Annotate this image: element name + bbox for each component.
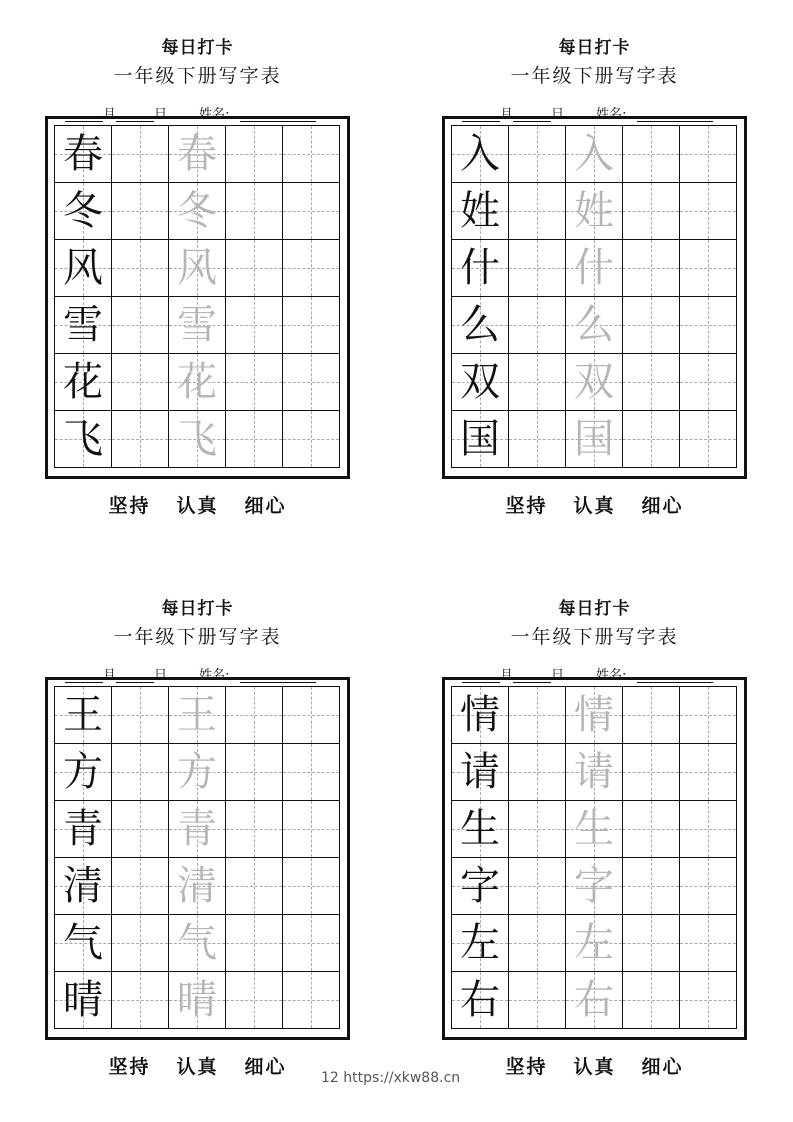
writing-cell[interactable] bbox=[112, 354, 169, 411]
writing-cell[interactable] bbox=[55, 297, 112, 354]
writing-cell[interactable] bbox=[283, 297, 340, 354]
writing-cell[interactable] bbox=[112, 744, 169, 801]
writing-cell[interactable] bbox=[226, 240, 283, 297]
trace-character: 国 bbox=[574, 416, 614, 462]
motto-word: 认真 bbox=[176, 1056, 219, 1078]
grid-row bbox=[452, 411, 737, 468]
writing-cell[interactable] bbox=[112, 687, 169, 744]
writing-cell[interactable] bbox=[680, 744, 737, 801]
model-character: 清 bbox=[63, 863, 103, 909]
card-title: 每日打卡 bbox=[558, 599, 631, 619]
writing-cell[interactable] bbox=[452, 354, 509, 411]
trace-character: 青 bbox=[177, 806, 217, 852]
name-label: 姓名: bbox=[199, 668, 230, 683]
writing-cell[interactable] bbox=[169, 411, 226, 468]
writing-cell[interactable] bbox=[566, 801, 623, 858]
writing-cell[interactable] bbox=[566, 126, 623, 183]
model-character: 晴 bbox=[63, 977, 103, 1023]
writing-cell[interactable] bbox=[112, 801, 169, 858]
writing-cell[interactable] bbox=[680, 240, 737, 297]
writing-cell[interactable] bbox=[112, 297, 169, 354]
trace-character: 字 bbox=[574, 863, 614, 909]
footer-url: https://xkw88.cn bbox=[343, 1070, 461, 1086]
model-character: 姓 bbox=[460, 188, 500, 234]
writing-cell[interactable] bbox=[283, 687, 340, 744]
writing-cell[interactable] bbox=[226, 858, 283, 915]
writing-cell[interactable] bbox=[55, 240, 112, 297]
writing-cell[interactable] bbox=[452, 411, 509, 468]
grid-row bbox=[55, 240, 340, 297]
card-subtitle: 一年级下册写字表 bbox=[113, 65, 282, 87]
writing-cell[interactable] bbox=[283, 411, 340, 468]
day-label: 日 bbox=[154, 668, 168, 683]
grid-row bbox=[452, 354, 737, 411]
writing-cell[interactable] bbox=[283, 240, 340, 297]
writing-cell[interactable] bbox=[55, 858, 112, 915]
card-title: 每日打卡 bbox=[161, 599, 234, 619]
writing-cell[interactable] bbox=[55, 411, 112, 468]
day-label: 日 bbox=[551, 107, 565, 122]
writing-cell[interactable] bbox=[566, 183, 623, 240]
writing-cell[interactable] bbox=[680, 687, 737, 744]
writing-cell[interactable] bbox=[509, 915, 566, 972]
day-label: 日 bbox=[551, 668, 565, 683]
writing-cell[interactable] bbox=[283, 801, 340, 858]
writing-cell[interactable] bbox=[509, 687, 566, 744]
grid-row bbox=[452, 858, 737, 915]
writing-cell[interactable] bbox=[623, 126, 680, 183]
writing-cell[interactable] bbox=[680, 183, 737, 240]
model-character: 花 bbox=[63, 359, 103, 405]
motto-word: 细心 bbox=[244, 1056, 287, 1078]
writing-cell[interactable] bbox=[452, 801, 509, 858]
writing-cell[interactable] bbox=[509, 297, 566, 354]
writing-cell[interactable] bbox=[169, 915, 226, 972]
grid-row bbox=[452, 801, 737, 858]
writing-cell[interactable] bbox=[452, 915, 509, 972]
writing-cell[interactable] bbox=[283, 744, 340, 801]
writing-cell[interactable] bbox=[169, 972, 226, 1029]
writing-cell[interactable] bbox=[509, 972, 566, 1029]
grid-row bbox=[55, 744, 340, 801]
writing-cell[interactable] bbox=[623, 297, 680, 354]
writing-cell[interactable] bbox=[169, 183, 226, 240]
grid-row bbox=[452, 687, 737, 744]
trace-character: 方 bbox=[177, 749, 217, 795]
writing-cell[interactable] bbox=[623, 915, 680, 972]
trace-character: 花 bbox=[177, 359, 217, 405]
month-label: 月 bbox=[500, 668, 514, 683]
model-character: 雪 bbox=[63, 302, 103, 348]
grid-row bbox=[452, 972, 737, 1029]
writing-cell[interactable] bbox=[623, 240, 680, 297]
motto-word: 细心 bbox=[641, 1056, 684, 1078]
trace-character: 左 bbox=[574, 920, 614, 966]
writing-cell[interactable] bbox=[55, 915, 112, 972]
writing-cell[interactable] bbox=[566, 744, 623, 801]
grid-row bbox=[55, 297, 340, 354]
writing-cell[interactable] bbox=[55, 801, 112, 858]
grid-row bbox=[55, 972, 340, 1029]
model-character: 王 bbox=[63, 692, 103, 738]
trace-character: 右 bbox=[574, 977, 614, 1023]
motto bbox=[442, 491, 747, 518]
writing-cell[interactable] bbox=[283, 972, 340, 1029]
model-character: 冬 bbox=[63, 188, 103, 234]
trace-character: 情 bbox=[574, 692, 614, 738]
writing-cell[interactable] bbox=[283, 126, 340, 183]
grid-row bbox=[55, 915, 340, 972]
model-character: 生 bbox=[460, 806, 500, 852]
writing-cell[interactable] bbox=[509, 858, 566, 915]
writing-box bbox=[45, 116, 350, 479]
writing-cell[interactable] bbox=[680, 354, 737, 411]
model-character: 情 bbox=[460, 692, 500, 738]
grid-row bbox=[452, 915, 737, 972]
trace-character: 入 bbox=[574, 131, 614, 177]
page-footer bbox=[321, 1070, 460, 1086]
writing-cell[interactable] bbox=[169, 858, 226, 915]
writing-box bbox=[45, 677, 350, 1040]
writing-cell[interactable] bbox=[566, 354, 623, 411]
writing-cell[interactable] bbox=[509, 744, 566, 801]
writing-box bbox=[442, 116, 747, 479]
month-label: 月 bbox=[103, 668, 117, 683]
writing-cell[interactable] bbox=[623, 972, 680, 1029]
writing-cell[interactable] bbox=[509, 183, 566, 240]
grid-row bbox=[55, 411, 340, 468]
writing-cell[interactable] bbox=[112, 183, 169, 240]
trace-character: 清 bbox=[177, 863, 217, 909]
writing-cell[interactable] bbox=[680, 801, 737, 858]
writing-cell[interactable] bbox=[566, 687, 623, 744]
motto-word: 认真 bbox=[573, 495, 616, 517]
card-subtitle: 一年级下册写字表 bbox=[510, 65, 679, 87]
writing-cell[interactable] bbox=[623, 183, 680, 240]
writing-cell[interactable] bbox=[452, 744, 509, 801]
writing-cell[interactable] bbox=[623, 858, 680, 915]
motto-word: 坚持 bbox=[108, 1056, 151, 1078]
writing-cell[interactable] bbox=[169, 354, 226, 411]
writing-cell[interactable] bbox=[566, 297, 623, 354]
card-subtitle: 一年级下册写字表 bbox=[510, 626, 679, 648]
tianzige-grid bbox=[54, 686, 340, 1029]
card-title: 每日打卡 bbox=[558, 38, 631, 58]
grid-row bbox=[452, 297, 737, 354]
writing-cell[interactable] bbox=[509, 411, 566, 468]
motto-word: 细心 bbox=[244, 495, 287, 517]
month-label: 月 bbox=[103, 107, 117, 122]
writing-cell[interactable] bbox=[680, 915, 737, 972]
writing-cell[interactable] bbox=[509, 126, 566, 183]
grid-row bbox=[452, 744, 737, 801]
writing-cell[interactable] bbox=[169, 687, 226, 744]
writing-cell[interactable] bbox=[452, 687, 509, 744]
writing-cell[interactable] bbox=[55, 744, 112, 801]
writing-cell[interactable] bbox=[169, 801, 226, 858]
month-label: 月 bbox=[500, 107, 514, 122]
tianzige-grid bbox=[54, 125, 340, 468]
trace-character: 请 bbox=[574, 749, 614, 795]
motto bbox=[45, 1052, 350, 1079]
trace-character: 冬 bbox=[177, 188, 217, 234]
model-character: 气 bbox=[63, 920, 103, 966]
writing-cell[interactable] bbox=[452, 297, 509, 354]
trace-character: 么 bbox=[574, 302, 614, 348]
trace-character: 什 bbox=[574, 245, 614, 291]
trace-character: 双 bbox=[574, 359, 614, 405]
writing-cell[interactable] bbox=[283, 183, 340, 240]
writing-cell[interactable] bbox=[680, 297, 737, 354]
writing-cell[interactable] bbox=[452, 126, 509, 183]
motto-word: 坚持 bbox=[505, 1056, 548, 1078]
writing-cell[interactable] bbox=[452, 240, 509, 297]
model-character: 国 bbox=[460, 416, 500, 462]
writing-cell[interactable] bbox=[680, 972, 737, 1029]
model-character: 双 bbox=[460, 359, 500, 405]
writing-cell[interactable] bbox=[55, 354, 112, 411]
card-subtitle: 一年级下册写字表 bbox=[113, 626, 282, 648]
writing-cell[interactable] bbox=[112, 858, 169, 915]
writing-cell[interactable] bbox=[226, 354, 283, 411]
name-label: 姓名: bbox=[596, 668, 627, 683]
writing-cell[interactable] bbox=[112, 972, 169, 1029]
writing-cell[interactable] bbox=[112, 411, 169, 468]
writing-cell[interactable] bbox=[623, 411, 680, 468]
tianzige-grid bbox=[451, 686, 737, 1029]
writing-cell[interactable] bbox=[566, 240, 623, 297]
writing-cell[interactable] bbox=[680, 126, 737, 183]
trace-character: 春 bbox=[177, 131, 217, 177]
model-character: 什 bbox=[460, 245, 500, 291]
writing-cell[interactable] bbox=[566, 858, 623, 915]
model-character: 飞 bbox=[63, 416, 103, 462]
writing-cell[interactable] bbox=[169, 297, 226, 354]
writing-cell[interactable] bbox=[226, 126, 283, 183]
motto-word: 认真 bbox=[176, 495, 219, 517]
writing-cell[interactable] bbox=[226, 183, 283, 240]
writing-cell[interactable] bbox=[566, 972, 623, 1029]
model-character: 请 bbox=[460, 749, 500, 795]
trace-character: 姓 bbox=[574, 188, 614, 234]
model-character: 右 bbox=[460, 977, 500, 1023]
writing-cell[interactable] bbox=[55, 687, 112, 744]
writing-cell[interactable] bbox=[112, 240, 169, 297]
writing-cell[interactable] bbox=[566, 411, 623, 468]
model-character: 风 bbox=[63, 245, 103, 291]
model-character: 方 bbox=[63, 749, 103, 795]
model-character: 青 bbox=[63, 806, 103, 852]
writing-cell[interactable] bbox=[680, 411, 737, 468]
grid-row bbox=[452, 126, 737, 183]
trace-character: 雪 bbox=[177, 302, 217, 348]
grid-row bbox=[55, 354, 340, 411]
writing-box bbox=[442, 677, 747, 1040]
writing-cell[interactable] bbox=[623, 687, 680, 744]
writing-cell[interactable] bbox=[226, 687, 283, 744]
grid-row bbox=[55, 126, 340, 183]
page-number: 12 bbox=[321, 1070, 339, 1086]
trace-character: 气 bbox=[177, 920, 217, 966]
writing-cell[interactable] bbox=[226, 915, 283, 972]
writing-cell[interactable] bbox=[226, 801, 283, 858]
grid-row bbox=[55, 687, 340, 744]
writing-cell[interactable] bbox=[509, 801, 566, 858]
tianzige-grid bbox=[451, 125, 737, 468]
motto bbox=[442, 1052, 747, 1079]
writing-cell[interactable] bbox=[226, 411, 283, 468]
writing-cell[interactable] bbox=[55, 183, 112, 240]
model-character: 字 bbox=[460, 863, 500, 909]
writing-cell[interactable] bbox=[226, 972, 283, 1029]
writing-cell[interactable] bbox=[566, 915, 623, 972]
writing-cell[interactable] bbox=[509, 354, 566, 411]
model-character: 左 bbox=[460, 920, 500, 966]
writing-cell[interactable] bbox=[169, 240, 226, 297]
writing-cell[interactable] bbox=[112, 915, 169, 972]
grid-row bbox=[55, 183, 340, 240]
writing-cell[interactable] bbox=[169, 744, 226, 801]
model-character: 春 bbox=[63, 131, 103, 177]
writing-cell[interactable] bbox=[112, 126, 169, 183]
motto-word: 细心 bbox=[641, 495, 684, 517]
writing-cell[interactable] bbox=[283, 915, 340, 972]
model-character: 入 bbox=[460, 131, 500, 177]
grid-row bbox=[452, 240, 737, 297]
motto-word: 坚持 bbox=[505, 495, 548, 517]
trace-character: 飞 bbox=[177, 416, 217, 462]
writing-cell[interactable] bbox=[680, 858, 737, 915]
card-title: 每日打卡 bbox=[161, 38, 234, 58]
writing-cell[interactable] bbox=[55, 126, 112, 183]
writing-cell[interactable] bbox=[452, 183, 509, 240]
grid-row bbox=[55, 801, 340, 858]
trace-character: 晴 bbox=[177, 977, 217, 1023]
writing-cell[interactable] bbox=[509, 240, 566, 297]
writing-cell[interactable] bbox=[452, 972, 509, 1029]
writing-cell[interactable] bbox=[623, 744, 680, 801]
name-label: 姓名: bbox=[199, 107, 230, 122]
writing-cell[interactable] bbox=[623, 801, 680, 858]
trace-character: 王 bbox=[177, 692, 217, 738]
motto-word: 坚持 bbox=[108, 495, 151, 517]
writing-cell[interactable] bbox=[623, 354, 680, 411]
writing-cell[interactable] bbox=[55, 972, 112, 1029]
grid-row bbox=[55, 858, 340, 915]
name-label: 姓名: bbox=[596, 107, 627, 122]
motto bbox=[45, 491, 350, 518]
writing-cell[interactable] bbox=[452, 858, 509, 915]
trace-character: 生 bbox=[574, 806, 614, 852]
writing-cell[interactable] bbox=[226, 744, 283, 801]
grid-row bbox=[452, 183, 737, 240]
writing-cell[interactable] bbox=[226, 297, 283, 354]
writing-cell[interactable] bbox=[169, 126, 226, 183]
writing-cell[interactable] bbox=[283, 354, 340, 411]
motto-word: 认真 bbox=[573, 1056, 616, 1078]
model-character: 么 bbox=[460, 302, 500, 348]
day-label: 日 bbox=[154, 107, 168, 122]
writing-cell[interactable] bbox=[283, 858, 340, 915]
trace-character: 风 bbox=[177, 245, 217, 291]
